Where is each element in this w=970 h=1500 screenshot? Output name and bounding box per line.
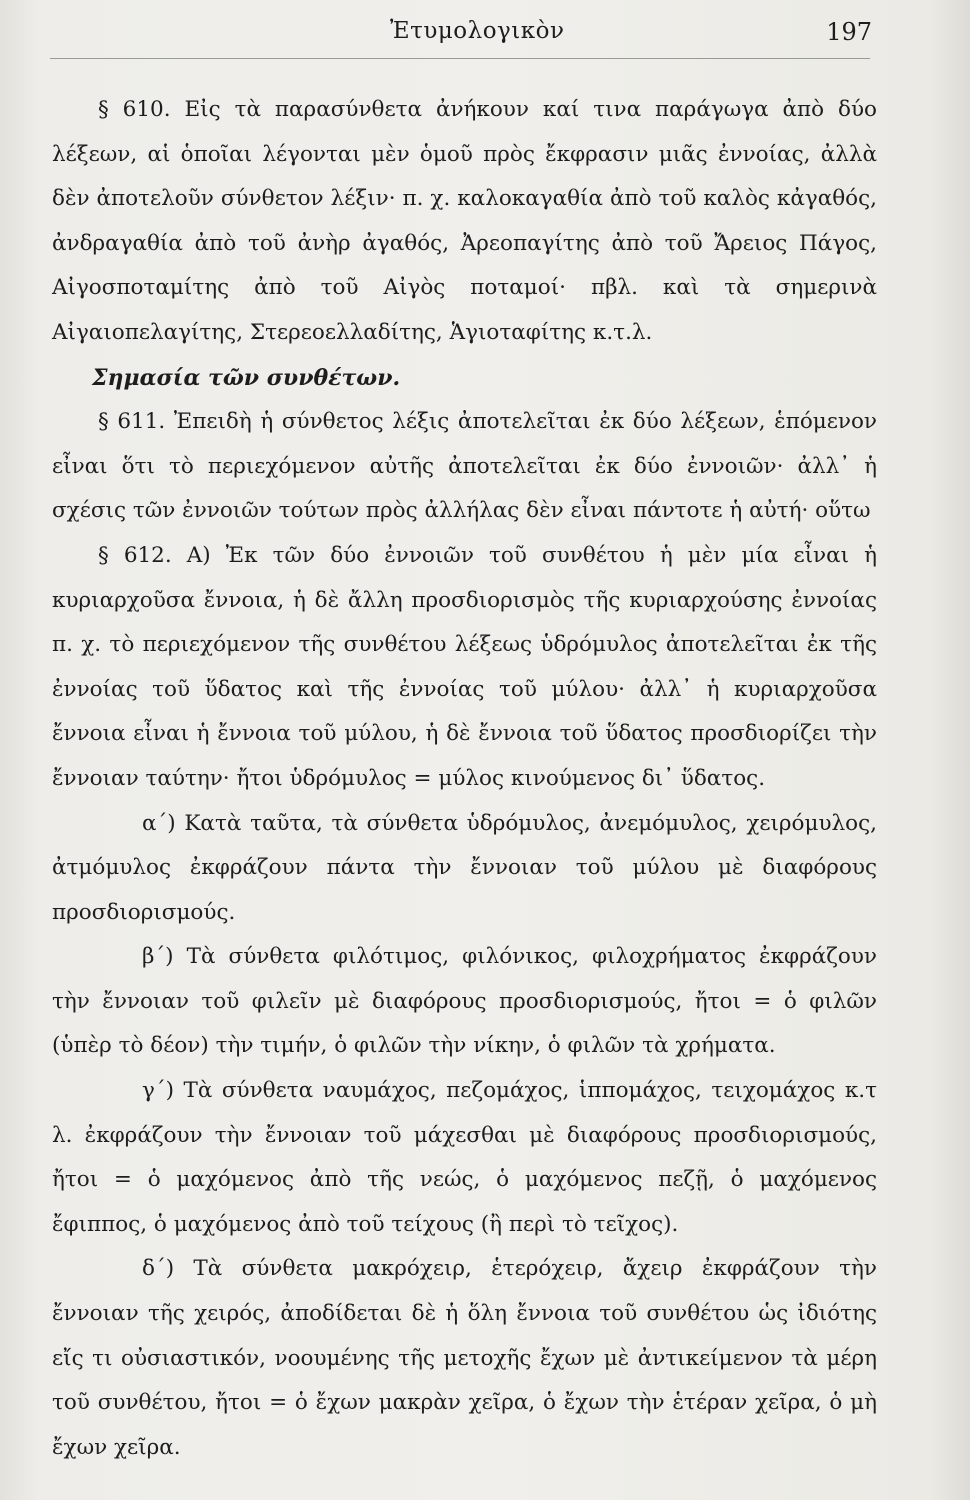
paragraph-610: § 610. Εἰς τὰ παρασύνθετα ἀνήκουν καί τινα παράγωγα ἀπὸ δύο λέξεων, αἱ ὁποῖαι λέγονται μὲν ὁμοῦ πρὸς ἔκφρασιν μιᾶς ἐννοίας, ἀλλὰ δὲν ἀποτελοῦν σύνθετον λέξιν· π. χ. καλοκαγαθία ἀπὸ τοῦ καλὸς κἀγαθός, ἀνδραγαθία ἀπὸ τοῦ ἀνὴρ ἀγαθός, Ἀρεοπαγίτης ἀπὸ τοῦ Ἄρειος Πάγος, Αἰγοσποταμίτης ἀπὸ τοῦ Αἰγὸς ποταμοί· πβλ. καὶ τὰ σημερινὰ Αἰγαιοπελαγίτης, Στερεοελλαδίτης, Ἁγιοταφίτης κ.τ.λ. <box>52 97 877 345</box>
paragraph-beta: β΄) Τὰ σύνθετα φιλότιμος, φιλόνικος, φιλοχρήματος ἐκφράζουν τὴν ἔννοιαν τοῦ φιλεῖν μὲ διαφόρους προσδιορισμούς, ἤτοι = ὁ φιλῶν (ὑπὲρ τὸ δέον) τὴν τιμήν, ὁ φιλῶν τὴν νίκην, ὁ φιλῶν τὰ χρήματα. <box>52 944 877 1059</box>
paragraph-alpha: α΄) Κατὰ ταῦτα, τὰ σύνθετα ὑδρόμυλος, ἀνεμόμυλος, χειρόμυλος, ἀτμόμυλος ἐκφράζουν πάντα τὴν ἔννοιαν τοῦ μύλου μὲ διαφόρους προσδιορισμούς. <box>52 810 877 925</box>
paragraph-delta: δ΄) Τὰ σύνθετα μακρόχειρ, ἑτερόχειρ, ἄχειρ ἐκφράζουν τὴν ἔννοιαν τῆς χειρός, ἀποδίδεται δὲ ἡ ὅλη ἔννοια τοῦ συνθέτου ὡς ἰδιότης εἴς τι οὐσιαστικόν, νοουμένης τῆς μετοχῆς ἔχων μὲ ἀντικείμενον τὰ μέρη τοῦ συνθέτου, ἤτοι = ὁ ἔχων μακρὰν χεῖρα, ὁ ἔχων τὴν ἑτέραν χεῖρα, ὁ μὴ ἔχων χεῖρα. <box>52 1256 877 1460</box>
running-head: Ἐτυμολογικὸν <box>390 18 565 44</box>
paragraph-611: § 611. Ἐπειδὴ ἡ σύνθετος λέξις ἀποτελεῖται ἐκ δύο λέξεων, ἑπόμενον εἶναι ὅτι τὸ περιεχόμενον αὐτῆς ἀποτελεῖται ἐκ δύο ἐννοιῶν· ἀλλ᾽ ἡ σχέσις τῶν ἐννοιῶν τούτων πρὸς ἀλλήλας δὲν εἶναι πάντοτε ἡ αὐτή· οὕτω <box>52 409 877 524</box>
page-body <box>52 88 877 1470</box>
section-title: Σημασία τῶν συνθέτων. <box>92 364 401 391</box>
header-rule <box>50 58 870 59</box>
page-number: 197 <box>826 18 872 46</box>
page-header <box>50 14 872 50</box>
paragraph-612: § 612. Α) Ἐκ τῶν δύο ἐννοιῶν τοῦ συνθέτου ἡ μὲν μία εἶναι ἡ κυριαρχοῦσα ἔννοια, ἡ δὲ ἄλλη προσδιορισμὸς τῆς κυριαρχούσης ἐννοίας π. χ. τὸ περιεχόμενον τῆς συνθέτου λέξεως ὑδρόμυλος ἀποτελεῖται ἐκ τῆς ἐννοίας τοῦ ὕδατος καὶ τῆς ἐννοίας τοῦ μύλου· ἀλλ᾽ ἡ κυριαρχοῦσα ἔννοια εἶναι ἡ ἔννοια τοῦ μύλου, ἡ δὲ ἔννοια τοῦ ὕδατος προσδιορίζει τὴν ἔννοιαν ταύτην· ἤτοι ὑδρόμυλος = μύλος κινούμενος δι᾽ ὕδατος. <box>52 542 877 791</box>
paragraph-gamma: γ΄) Τὰ σύνθετα ναυμάχος, πεζομάχος, ἱππομάχος, τειχομάχος κ.τ λ. ἐκφράζουν τὴν ἔννοιαν τοῦ μάχεσθαι μὲ διαφόρους προσδιορισμούς, ἤτοι = ὁ μαχόμενος ἀπὸ τῆς νεώς, ὁ μαχόμενος πεζῇ, ὁ μαχόμενος ἔφιππος, ὁ μαχόμενος ἀπὸ τοῦ τείχους (ἢ περὶ τὸ τεῖχος). <box>52 1078 877 1237</box>
